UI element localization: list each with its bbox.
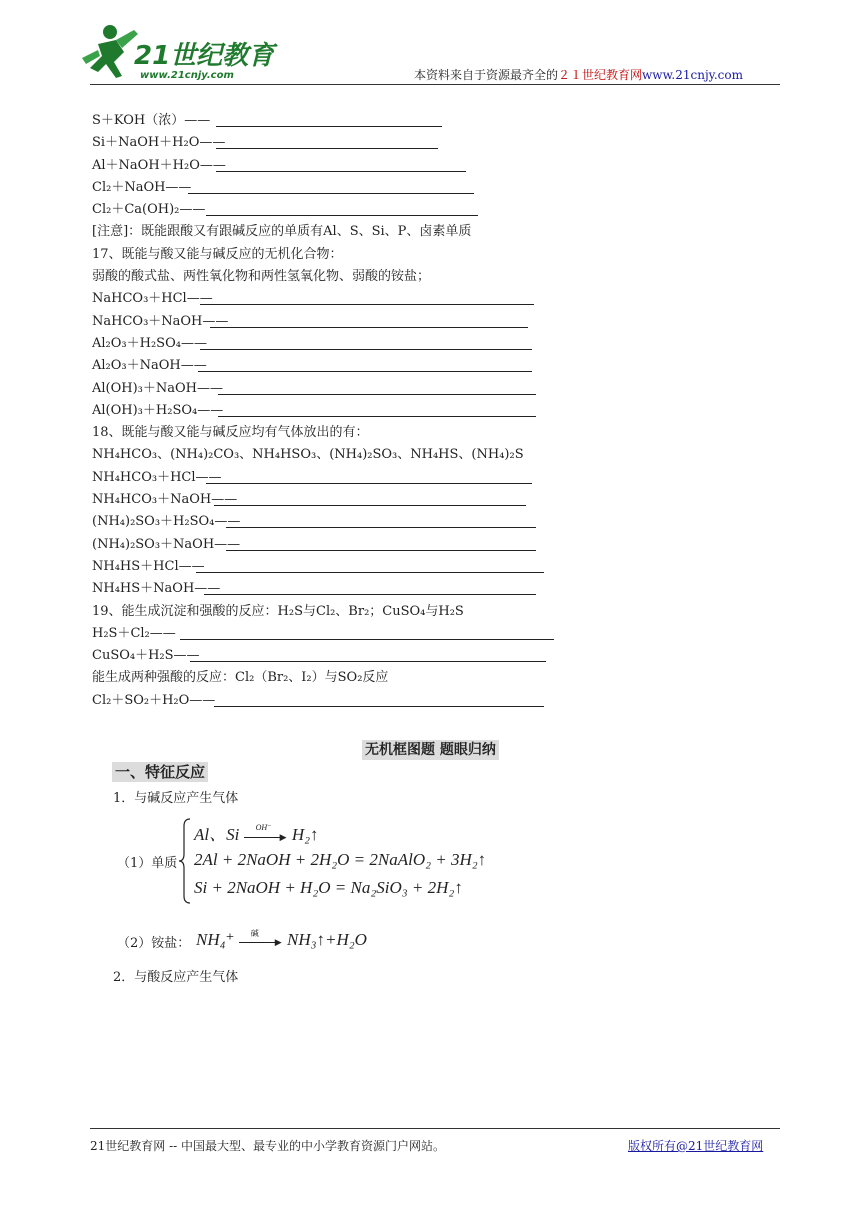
equation-line <box>92 378 572 400</box>
equation-line <box>92 534 572 556</box>
equation-row-3: Si + 2NaOH + H₂O = Na₂SiO₃ + 2H₂↑ <box>194 878 463 897</box>
equation-line <box>92 311 572 333</box>
item-1-heading: 1．与碱反应产生气体 <box>113 791 239 806</box>
text-line <box>92 221 572 243</box>
line-label: (NH₄)₂SO₃＋NaOH—— <box>92 536 241 552</box>
answer-blank[interactable] <box>218 416 536 417</box>
line-label: Cl₂＋SO₂＋H₂O—— <box>92 692 216 708</box>
equation-line <box>92 132 572 154</box>
line-label: Al₂O₃＋H₂SO₄—— <box>92 335 207 351</box>
equation-row-1-left: Al、Si <box>194 825 240 844</box>
answer-blank[interactable] <box>200 304 534 305</box>
line-label: Cl₂＋Ca(OH)₂—— <box>92 202 206 218</box>
runner-icon <box>82 25 138 78</box>
answer-blank[interactable] <box>200 349 532 350</box>
copyright-link[interactable]: 版权所有@21世纪教育网 <box>628 1139 764 1153</box>
equation-line <box>92 511 572 533</box>
answer-blank[interactable] <box>216 126 442 127</box>
answer-blank[interactable] <box>204 594 536 595</box>
line-label: NaHCO₃＋HCl—— <box>92 291 213 307</box>
text-line <box>92 667 572 689</box>
line-label: CuSO₄＋H₂S—— <box>92 648 200 664</box>
ammonium-label: （2）铵盐： <box>117 936 191 951</box>
arrow-label: OH⁻ <box>255 823 272 833</box>
equation-line <box>92 400 572 422</box>
logo-url: www.21cnjy.com <box>140 70 234 81</box>
item-2-heading: 2．与酸反应产生气体 <box>113 970 239 985</box>
arrow-icon: OH⁻ ▶ <box>244 829 288 843</box>
equation-line <box>92 333 572 355</box>
line-label: Al(OH)₃＋NaOH—— <box>92 380 224 396</box>
section-title: 无机框图题 题眼归纳 <box>362 740 499 760</box>
line-label: Al₂O₃＋NaOH—— <box>92 358 207 374</box>
answer-blank[interactable] <box>210 327 528 328</box>
answer-blank[interactable] <box>214 706 544 707</box>
line-label: [注意]：既能跟酸又有跟碱反应的单质有Al、S、Si、P、卤素单质 <box>92 224 472 240</box>
logo-text: 21世纪教育 <box>134 41 275 71</box>
equation-ammonium-left: NH₄⁺ <box>196 930 235 949</box>
footer-text: 21世纪教育网 -- 中国最大型、最专业的中小学教育资源门户网站。 <box>90 1139 446 1153</box>
line-label: H₂S＋Cl₂—— <box>92 625 176 641</box>
arrow-icon: 碱 ▶ <box>239 934 283 948</box>
line-label: 17、既能与酸又能与碱反应的无机化合物： <box>92 246 343 262</box>
equation-row-1-right: H₂↑ <box>291 825 319 844</box>
line-label: S＋KOH（浓）—— <box>92 113 211 128</box>
answer-blank[interactable] <box>218 394 536 395</box>
equation-line <box>92 177 572 199</box>
equation-line <box>92 288 572 310</box>
text-line <box>92 244 572 266</box>
line-label: Cl₂＋NaOH—— <box>92 179 192 195</box>
equation-list <box>92 110 572 712</box>
equation-row-2: 2Al + 2NaOH + 2H₂O = 2NaAlO₂ + 3H₂↑ <box>194 850 487 869</box>
text-line <box>92 266 572 288</box>
answer-blank[interactable] <box>214 505 526 506</box>
header-note-brand: ２１世纪教育网 <box>558 68 643 82</box>
line-label: NH₄HCO₃、(NH₄)₂CO₃、NH₄HSO₃、(NH₄)₂SO₃、NH₄HS、(NH₄)₂S <box>92 447 524 463</box>
line-label: NH₄HCO₃＋NaOH—— <box>92 492 238 508</box>
line-label: 能生成两种强酸的反应：Cl₂（Br₂、I₂）与SO₂反应 <box>92 670 389 686</box>
line-label: 19、能生成沉淀和强酸的反应：H₂S与Cl₂、Br₂；CuSO₄与H₂S <box>92 603 464 619</box>
equation-line <box>92 467 572 489</box>
answer-blank[interactable] <box>216 171 466 172</box>
answer-blank[interactable] <box>216 148 438 149</box>
equation-line <box>92 489 572 511</box>
section-subtitle: 一、特征反应 <box>112 762 208 782</box>
line-label: NaHCO₃＋NaOH—— <box>92 313 229 329</box>
equation-line <box>92 556 572 578</box>
equation-row-1 <box>194 820 319 845</box>
text-line <box>92 444 572 466</box>
equation-line <box>92 645 572 667</box>
line-label: Al(OH)₃＋H₂SO₄—— <box>92 402 224 418</box>
logo <box>76 18 286 88</box>
answer-blank[interactable] <box>226 527 536 528</box>
header-note <box>414 66 743 83</box>
answer-blank[interactable] <box>190 661 546 662</box>
header-note-url[interactable]: www.21cnjy.com <box>642 68 743 82</box>
line-label: NH₄HS＋HCl—— <box>92 558 205 574</box>
header-note-prefix: 本资料来自于资源最齐全的 <box>414 68 559 82</box>
answer-blank[interactable] <box>180 639 554 640</box>
answer-blank[interactable] <box>198 371 532 372</box>
brace-icon <box>178 818 192 904</box>
line-label: (NH₄)₂SO₃＋H₂SO₄—— <box>92 514 241 530</box>
line-label: 弱酸的酸式盐、两性氧化物和两性氢氧化物、弱酸的铵盐； <box>92 269 431 285</box>
answer-blank[interactable] <box>206 483 532 484</box>
equation-line <box>92 199 572 221</box>
answer-blank[interactable] <box>226 550 536 551</box>
equation-line <box>92 155 572 177</box>
answer-blank[interactable] <box>206 215 478 216</box>
text-line <box>92 601 572 623</box>
line-label: Al＋NaOH＋H₂O—— <box>92 157 226 173</box>
equation-line <box>92 690 572 712</box>
line-label: NH₄HS＋NaOH—— <box>92 581 221 597</box>
equation-line <box>92 110 572 132</box>
equation-line <box>92 623 572 645</box>
line-label: Si＋NaOH＋H₂O—— <box>92 135 226 151</box>
footer-rule <box>90 1128 780 1129</box>
equation-ammonium-right: NH₃↑+H₂O <box>287 930 367 949</box>
answer-blank[interactable] <box>188 193 474 194</box>
line-label: 18、既能与酸又能与碱反应均有气体放出的有： <box>92 425 369 441</box>
header-rule <box>90 84 780 85</box>
equation-line <box>92 578 572 600</box>
equation-ammonium <box>196 930 367 950</box>
elements-label: （1）单质 <box>117 856 178 871</box>
arrow-label: 碱 <box>250 929 259 939</box>
answer-blank[interactable] <box>196 572 544 573</box>
text-line <box>92 422 572 444</box>
equation-line <box>92 355 572 377</box>
line-label: NH₄HCO₃＋HCl—— <box>92 469 222 485</box>
